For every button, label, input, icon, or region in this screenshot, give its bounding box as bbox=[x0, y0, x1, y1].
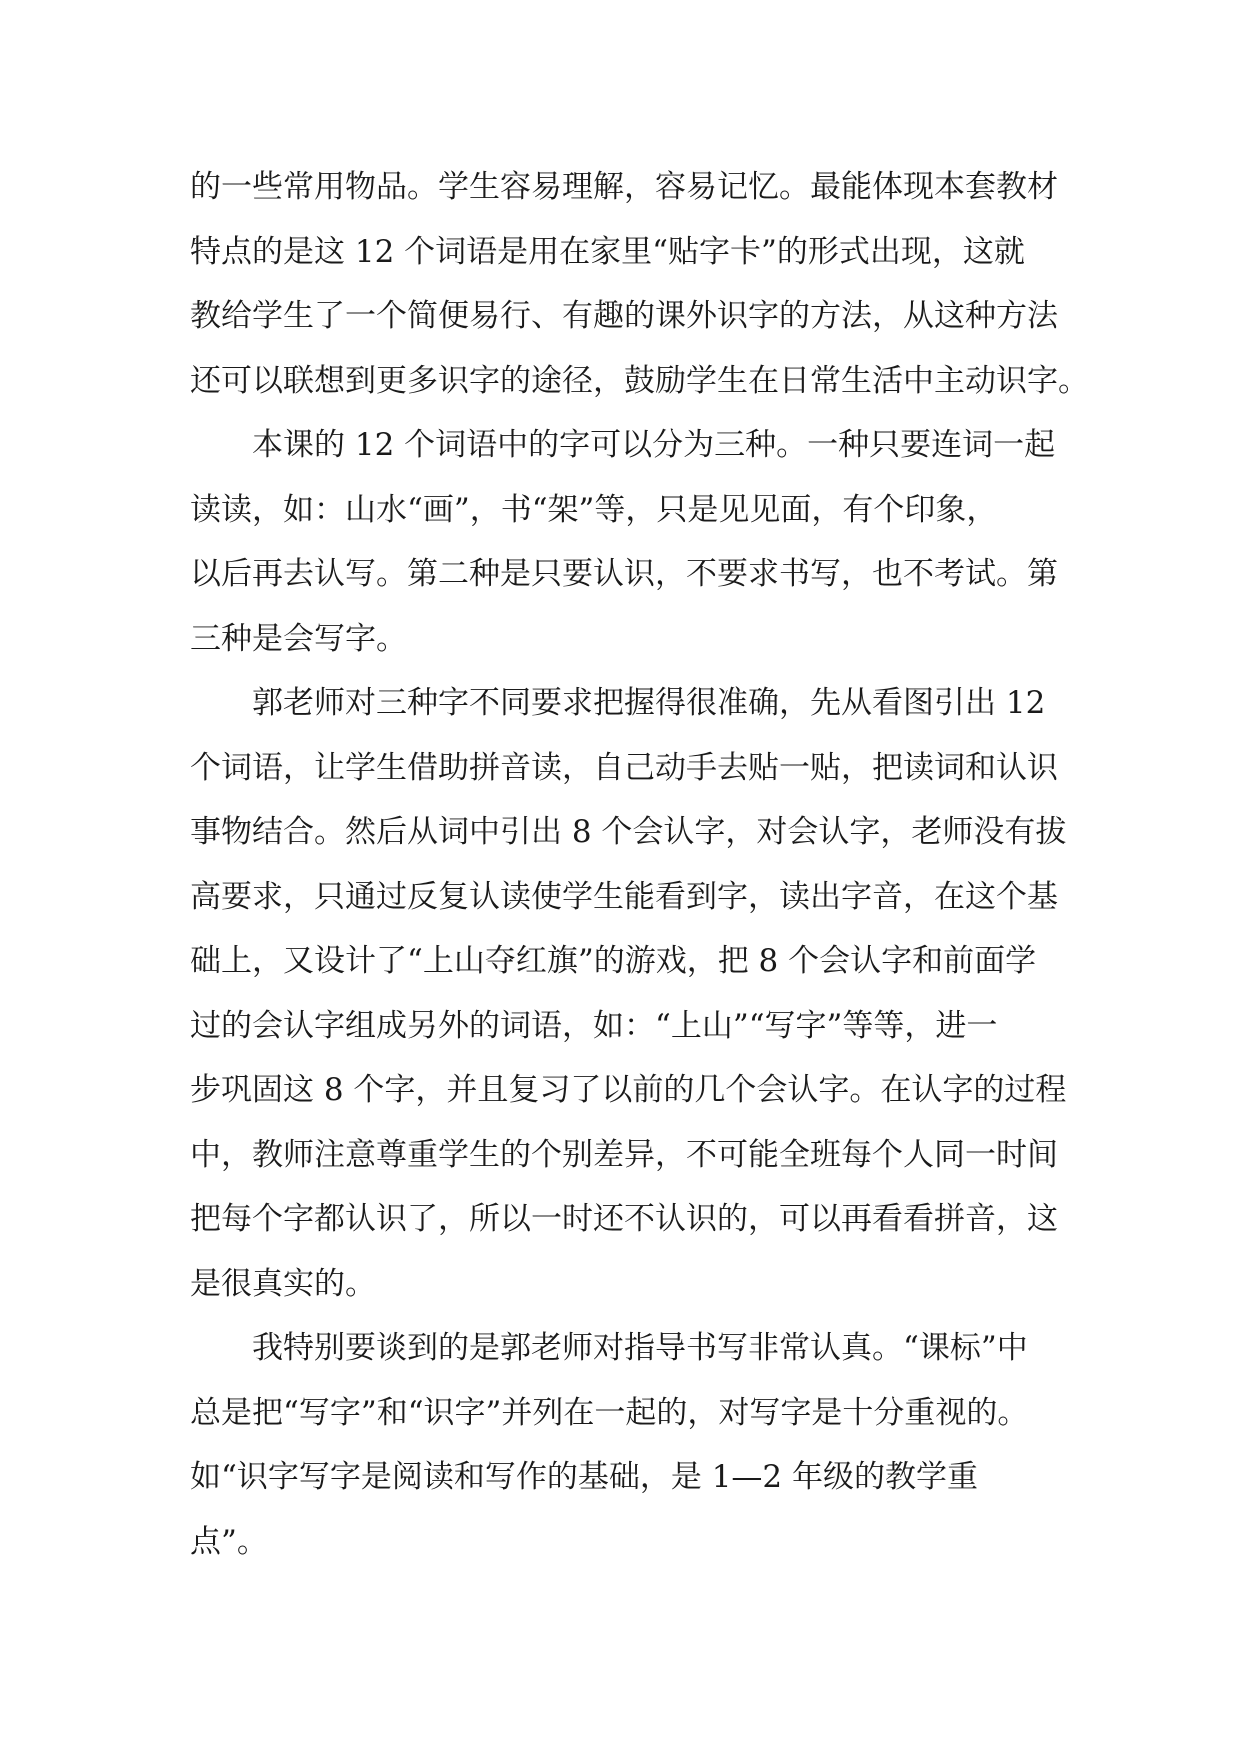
text-line: 础上，又设计了“上山夺红旗”的游戏，把 8 个会认字和前面学 bbox=[190, 943, 1037, 979]
text-line: 的一些常用物品。学生容易理解，容易记忆。最能体现本套教材 bbox=[190, 169, 1058, 205]
text-line: 如“识字写字是阅读和写作的基础，是 1—2 年级的教学重 bbox=[190, 1459, 979, 1495]
text-line: 把每个字都认识了，所以一时还不认识的，可以再看看拼音，这 bbox=[190, 1201, 1058, 1237]
text-line: 三种是会写字。 bbox=[190, 620, 407, 657]
text-line: 以后再去认写。第二种是只要认识，不要求书写，也不考试。第 bbox=[190, 556, 1058, 592]
text-line: 过的会认字组成另外的词语，如：“上山”“写字”等等，进一 bbox=[190, 1007, 998, 1044]
text-line: 中，教师注意尊重学生的个别差异，不可能全班每个人同一时间 bbox=[190, 1136, 1058, 1173]
paragraph-first-line: 本课的 12 个词语中的字可以分为三种。一种只要连词一起 bbox=[252, 427, 1056, 463]
paragraph-first-line: 我特别要谈到的是郭老师对指导书写非常认真。“课标”中 bbox=[252, 1330, 1028, 1366]
text-line: 特点的是这 12 个词语是用在家里“贴字卡”的形式出现，这就 bbox=[190, 233, 1025, 270]
text-line: 个词语，让学生借助拼音读，自己动手去贴一贴，把读词和认识 bbox=[190, 749, 1058, 786]
body-text bbox=[190, 155, 1089, 1574]
text-line: 还可以联想到更多识字的途径，鼓励学生在日常生活中主动识字。 bbox=[190, 362, 1089, 399]
text-line: 教给学生了一个简便易行、有趣的课外识字的方法，从这种方法 bbox=[190, 298, 1058, 334]
text-line: 高要求，只通过反复认读使学生能看到字，读出字音，在这个基 bbox=[190, 878, 1058, 915]
text-line: 步巩固这 8 个字，并且复习了以前的几个会认字。在认字的过程 bbox=[190, 1072, 1067, 1108]
text-line: 是很真实的。 bbox=[190, 1265, 376, 1302]
text-line: 点”。 bbox=[190, 1523, 268, 1560]
paragraph-first-line: 郭老师对三种字不同要求把握得很准确，先从看图引出 12 bbox=[252, 685, 1046, 721]
text-line: 事物结合。然后从词中引出 8 个会认字，对会认字，老师没有拔 bbox=[190, 814, 1067, 850]
text-line: 读读，如：山水“画”，书“架”等，只是见见面，有个印象， bbox=[190, 491, 998, 528]
text-line: 总是把“写字”和“识字”并列在一起的，对写字是十分重视的。 bbox=[190, 1394, 1029, 1431]
